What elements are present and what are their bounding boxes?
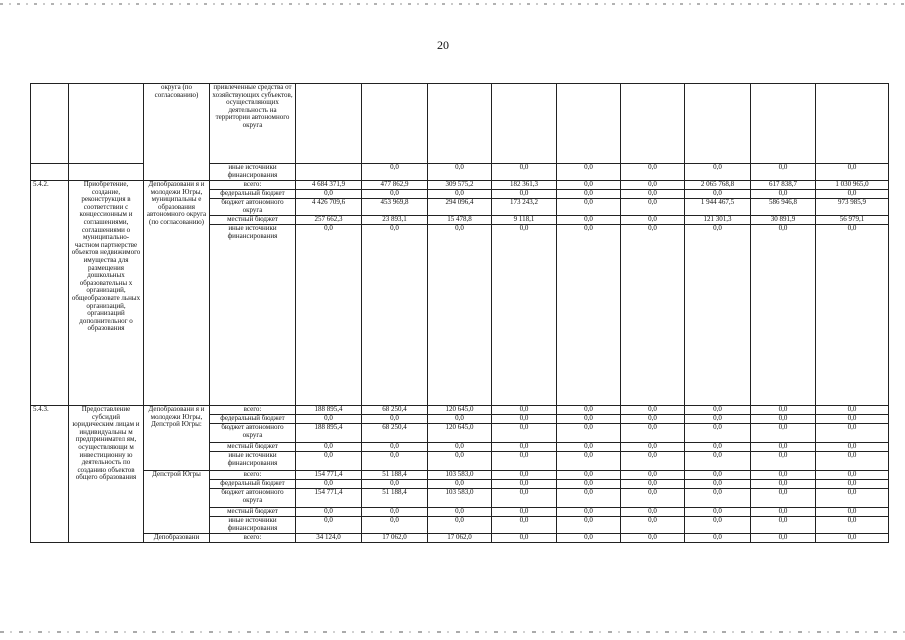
cell-value: 0,0: [296, 443, 362, 452]
cell-value: 586 946,8: [751, 199, 816, 216]
cell-source: федеральный бюджет: [210, 190, 296, 199]
cell-value: 188 895,4: [296, 424, 362, 443]
cell-value: 0,0: [362, 508, 428, 517]
table-row: [31, 534, 889, 543]
cell-value: 0,0: [492, 415, 557, 424]
cell-value: 17 062,0: [428, 534, 492, 543]
cell-value: 0,0: [428, 225, 492, 406]
cell-value: 68 250,4: [362, 424, 428, 443]
cell-value: 0,0: [685, 415, 751, 424]
cell-value: 1 944 467,5: [685, 199, 751, 216]
cell-value: 154 771,4: [296, 489, 362, 508]
cell-value: 51 188,4: [362, 489, 428, 508]
cell-value: 0,0: [816, 534, 889, 543]
cell-value: 0,0: [685, 517, 751, 534]
cell-value: 0,0: [751, 164, 816, 181]
cell-value: 0,0: [621, 190, 685, 199]
cell-value: 2 065 768,8: [685, 181, 751, 190]
cell-value: 0,0: [816, 424, 889, 443]
cell-value: 0,0: [685, 225, 751, 406]
cell-value: 51 188,4: [362, 471, 428, 480]
cell-value: 617 838,7: [751, 181, 816, 190]
cell-value: 0,0: [428, 164, 492, 181]
cell-value: 0,0: [621, 216, 685, 225]
cell-value: 0,0: [492, 471, 557, 480]
cell-value: 0,0: [816, 489, 889, 508]
cell-value: 0,0: [751, 471, 816, 480]
cell-executor: Депобразовани я и молодежи Югры, Депстрой Югры:: [144, 406, 210, 471]
cell-value: 0,0: [557, 181, 621, 190]
cell-value: 0,0: [621, 508, 685, 517]
cell-value: 34 124,0: [296, 534, 362, 543]
cell-value: 0,0: [621, 452, 685, 471]
cell-value: 121 301,3: [685, 216, 751, 225]
table-row: [31, 471, 889, 480]
cell-value: 0,0: [557, 415, 621, 424]
cell-value: 0,0: [557, 164, 621, 181]
cell-name: [69, 164, 144, 181]
cell-code: [31, 164, 69, 181]
cell-value: 453 969,8: [362, 199, 428, 216]
cell-value: 0,0: [685, 534, 751, 543]
cell-value: 0,0: [751, 452, 816, 471]
cell-name: Предоставление субсидий юридическим лицам и индивидуальны м предпринимател ям, осуществляющи м инвестиционну ю деятельность по созданию объектов общего образования: [69, 406, 144, 543]
cell-value: 0,0: [685, 452, 751, 471]
cell-value: 0,0: [492, 190, 557, 199]
cell-value: 0,0: [751, 406, 816, 415]
cell-value: 0,0: [621, 489, 685, 508]
cell-value: 0,0: [557, 452, 621, 471]
cell-source: местный бюджет: [210, 216, 296, 225]
cell-value: 309 575,2: [428, 181, 492, 190]
cell-source: федеральный бюджет: [210, 480, 296, 489]
cell-executor: Депобразовани я и молодежи Югры, муниципальны е образования автономного округа (по согласованию): [144, 181, 210, 406]
cell-value: 23 893,1: [362, 216, 428, 225]
cell-value: [492, 84, 557, 164]
scan-edge-bottom: [0, 631, 905, 633]
cell-source: привлеченные средства от хозяйствующих субъектов, осуществляющих деятельность на территории автономного округа: [210, 84, 296, 164]
budget-table: [30, 83, 889, 543]
cell-value: 0,0: [751, 517, 816, 534]
cell-value: 4 684 371,9: [296, 181, 362, 190]
cell-value: 154 771,4: [296, 471, 362, 480]
cell-value: 0,0: [816, 452, 889, 471]
cell-value: 0,0: [685, 480, 751, 489]
cell-value: 0,0: [428, 452, 492, 471]
cell-value: 0,0: [492, 517, 557, 534]
cell-value: 0,0: [296, 452, 362, 471]
cell-value: 0,0: [428, 517, 492, 534]
cell-source: всего:: [210, 534, 296, 543]
cell-value: [816, 84, 889, 164]
cell-value: 0,0: [816, 471, 889, 480]
cell-source: всего:: [210, 406, 296, 415]
cell-value: 0,0: [816, 508, 889, 517]
cell-value: 30 891,9: [751, 216, 816, 225]
cell-value: 294 096,4: [428, 199, 492, 216]
cell-value: 56 979,1: [816, 216, 889, 225]
cell-value: 0,0: [428, 508, 492, 517]
cell-value: 0,0: [621, 406, 685, 415]
cell-value: 0,0: [816, 164, 889, 181]
cell-value: 0,0: [428, 443, 492, 452]
cell-value: 0,0: [621, 534, 685, 543]
cell-value: 0,0: [492, 452, 557, 471]
cell-value: 0,0: [816, 517, 889, 534]
cell-value: 0,0: [685, 406, 751, 415]
cell-source: иные источники финансирования: [210, 452, 296, 471]
cell-value: 0,0: [492, 508, 557, 517]
table-body: [31, 84, 889, 543]
cell-value: 0,0: [751, 424, 816, 443]
cell-value: [362, 84, 428, 164]
cell-value: 103 583,0: [428, 471, 492, 480]
cell-value: 0,0: [492, 489, 557, 508]
cell-value: 4 426 709,6: [296, 199, 362, 216]
cell-value: 0,0: [557, 199, 621, 216]
cell-value: 257 662,3: [296, 216, 362, 225]
cell-value: 0,0: [492, 406, 557, 415]
cell-executor: округа (по согласованию): [144, 84, 210, 181]
cell-value: 0,0: [621, 181, 685, 190]
cell-value: [751, 84, 816, 164]
cell-value: 0,0: [362, 517, 428, 534]
table-row: [31, 406, 889, 415]
cell-value: 0,0: [557, 471, 621, 480]
cell-code: 5.4.3.: [31, 406, 69, 543]
cell-value: 0,0: [751, 415, 816, 424]
cell-source: федеральный бюджет: [210, 415, 296, 424]
cell-source: бюджет автономного округа: [210, 199, 296, 216]
cell-name: Приобретение, создание, реконструкция в соответствии с концессионным и соглашениями, соглашениями о муниципально-частном партнерстве объектов недвижимого имущества для размещения дошкольных образовательны х организаций, общеобразовате льных организаций, организаций дополнительног о образования: [69, 181, 144, 406]
cell-value: 0,0: [428, 480, 492, 489]
cell-value: [296, 84, 362, 164]
cell-source: бюджет автономного округа: [210, 424, 296, 443]
cell-value: 0,0: [816, 406, 889, 415]
page-number: 20: [437, 38, 449, 52]
cell-value: 0,0: [296, 190, 362, 199]
cell-value: 0,0: [362, 480, 428, 489]
cell-value: [296, 164, 362, 181]
cell-value: 0,0: [621, 164, 685, 181]
cell-value: 0,0: [557, 190, 621, 199]
cell-value: 0,0: [428, 415, 492, 424]
cell-value: 0,0: [362, 225, 428, 406]
cell-value: 0,0: [296, 480, 362, 489]
cell-source: всего:: [210, 181, 296, 190]
cell-value: 0,0: [492, 480, 557, 489]
cell-value: 0,0: [492, 424, 557, 443]
cell-value: 68 250,4: [362, 406, 428, 415]
cell-value: 0,0: [557, 480, 621, 489]
cell-executor: Депобразовани: [144, 534, 210, 543]
cell-value: 0,0: [557, 406, 621, 415]
cell-value: [621, 84, 685, 164]
cell-value: 0,0: [816, 225, 889, 406]
cell-value: 182 361,3: [492, 181, 557, 190]
cell-value: 0,0: [296, 415, 362, 424]
cell-value: 0,0: [557, 424, 621, 443]
cell-source: местный бюджет: [210, 443, 296, 452]
cell-name: [69, 84, 144, 164]
cell-value: 0,0: [751, 225, 816, 406]
cell-value: 0,0: [492, 534, 557, 543]
cell-value: [428, 84, 492, 164]
table-row: [31, 181, 889, 190]
cell-value: 15 478,8: [428, 216, 492, 225]
cell-value: 0,0: [816, 415, 889, 424]
cell-value: 0,0: [557, 508, 621, 517]
cell-value: 0,0: [557, 534, 621, 543]
cell-value: 0,0: [816, 480, 889, 489]
cell-source: местный бюджет: [210, 508, 296, 517]
cell-value: 9 118,1: [492, 216, 557, 225]
cell-value: [557, 84, 621, 164]
cell-value: 0,0: [751, 480, 816, 489]
table-row: [31, 84, 889, 164]
cell-source: бюджет автономного округа: [210, 489, 296, 508]
cell-value: 973 985,9: [816, 199, 889, 216]
cell-value: 0,0: [492, 164, 557, 181]
cell-value: 0,0: [428, 190, 492, 199]
cell-value: 0,0: [621, 471, 685, 480]
cell-value: 0,0: [685, 508, 751, 517]
cell-value: 0,0: [621, 199, 685, 216]
cell-value: 103 583,0: [428, 489, 492, 508]
cell-value: 0,0: [751, 489, 816, 508]
cell-code: 5.4.2.: [31, 181, 69, 406]
cell-value: 0,0: [621, 517, 685, 534]
cell-source: иные источники финансирования: [210, 225, 296, 406]
cell-value: 0,0: [751, 508, 816, 517]
cell-value: 0,0: [751, 443, 816, 452]
cell-value: 0,0: [685, 471, 751, 480]
cell-value: 0,0: [296, 225, 362, 406]
cell-value: 0,0: [557, 517, 621, 534]
cell-value: 0,0: [362, 164, 428, 181]
cell-value: 120 645,0: [428, 406, 492, 415]
cell-value: 0,0: [685, 489, 751, 508]
cell-value: 0,0: [557, 225, 621, 406]
cell-value: 0,0: [621, 480, 685, 489]
cell-value: 0,0: [362, 415, 428, 424]
cell-source: иные источники финансирования: [210, 517, 296, 534]
cell-value: 0,0: [492, 225, 557, 406]
cell-value: 0,0: [362, 443, 428, 452]
cell-value: 0,0: [557, 216, 621, 225]
cell-value: 0,0: [621, 415, 685, 424]
cell-value: 0,0: [621, 424, 685, 443]
cell-value: 173 243,2: [492, 199, 557, 216]
cell-value: 0,0: [685, 164, 751, 181]
cell-value: [685, 84, 751, 164]
cell-source: всего:: [210, 471, 296, 480]
cell-value: 477 862,9: [362, 181, 428, 190]
cell-executor: Депстрой Югры: [144, 471, 210, 534]
cell-source: иные источники финансирования: [210, 164, 296, 181]
cell-value: 0,0: [816, 443, 889, 452]
cell-value: 120 645,0: [428, 424, 492, 443]
cell-value: 0,0: [816, 190, 889, 199]
cell-value: 0,0: [621, 443, 685, 452]
cell-value: 0,0: [296, 508, 362, 517]
cell-value: 0,0: [557, 443, 621, 452]
cell-value: 0,0: [296, 517, 362, 534]
cell-value: 0,0: [685, 443, 751, 452]
cell-value: 0,0: [751, 190, 816, 199]
cell-value: 0,0: [557, 489, 621, 508]
cell-value: 0,0: [621, 225, 685, 406]
cell-value: 17 062,0: [362, 534, 428, 543]
cell-value: 0,0: [492, 443, 557, 452]
cell-value: 0,0: [751, 534, 816, 543]
cell-code: [31, 84, 69, 164]
scan-edge-top: [0, 3, 905, 5]
cell-value: 0,0: [362, 190, 428, 199]
cell-value: 0,0: [362, 452, 428, 471]
cell-value: 188 895,4: [296, 406, 362, 415]
cell-value: 1 030 965,0: [816, 181, 889, 190]
cell-value: 0,0: [685, 424, 751, 443]
cell-value: 0,0: [685, 190, 751, 199]
